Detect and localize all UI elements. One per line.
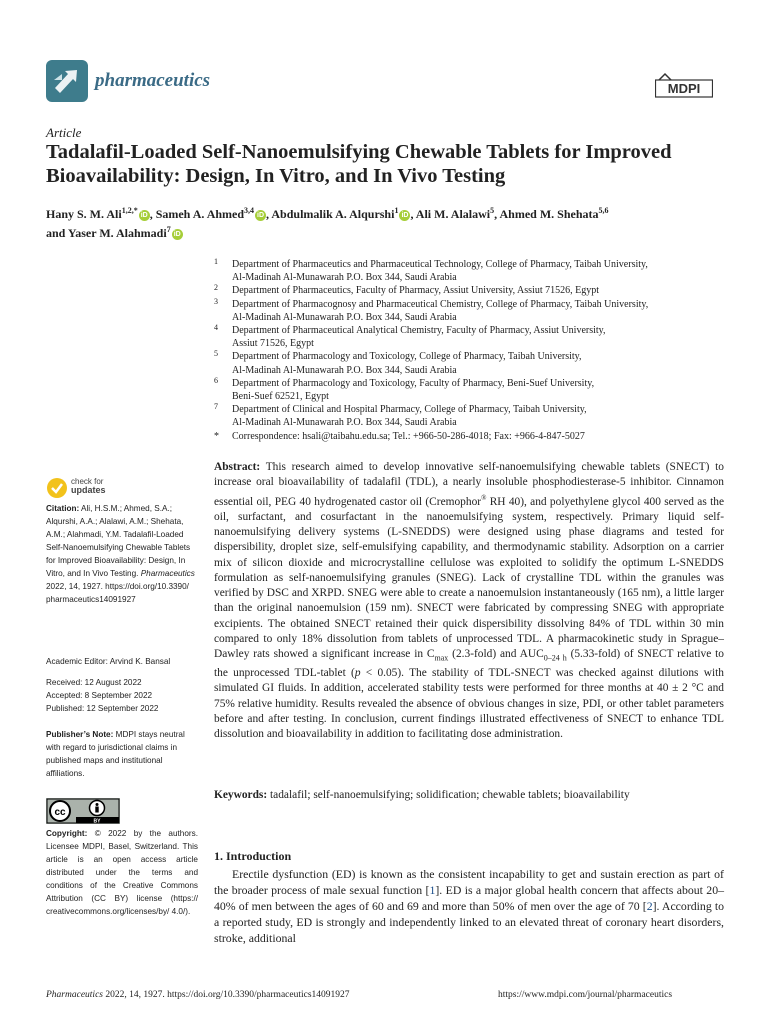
affiliations xyxy=(214,258,724,443)
affiliation-item: 4 Department of Pharmaceutical Analytical Chemistry, Faculty of Pharmacy, Assiut University, Assiut 71526, Egypt xyxy=(214,323,606,350)
affiliation-item: 2 Department of Pharmaceutics, Faculty of Pharmacy, Assiut University, Assiut 71526, Egypt xyxy=(214,283,599,297)
author-affiliation-sup: 7 xyxy=(166,225,171,234)
affiliation-item: 1 Department of Pharmaceutics and Pharmaceutical Technology, College of Pharmacy, Taibah University, Al-Madinah Al-Munawarah P.O. Box 344, Saudi Arabia xyxy=(214,257,648,284)
author-name: Ali M. Alalawi xyxy=(415,207,491,221)
orcid-icon[interactable]: iD xyxy=(401,211,409,219)
copyright: Copyright: © 2022 by the authors. Licensee MDPI, Basel, Switzerland. This article is an open access article distributed under the terms and conditions of the Creative Commons Attribution (CC BY) license (https:// creativecommons.org/licenses/by/ 4.0/). xyxy=(46,829,198,916)
citation-link[interactable]: 1 xyxy=(429,883,436,897)
author-name: Hany S. M. Ali xyxy=(46,207,122,221)
cc-by-license-icon[interactable] xyxy=(46,798,120,824)
publisher-name: MDPI xyxy=(667,81,701,96)
article-type: Article xyxy=(46,125,82,140)
check-for-updates[interactable] xyxy=(46,476,126,500)
journal-name: pharmaceutics xyxy=(95,70,211,91)
author-affiliation-sup: 5 xyxy=(490,206,495,215)
svg-text:BY: BY xyxy=(93,818,101,824)
author-affiliation-sup: 3,4 xyxy=(244,206,255,215)
footer-citation: Pharmaceutics 2022, 14, 1927. https://doi.org/10.3390/pharmaceutics14091927 xyxy=(46,990,350,1000)
author-name: Ahmed M. Shehata xyxy=(499,207,599,221)
check-updates-icon xyxy=(46,477,68,499)
academic-editor: Academic Editor: Arvind K. Bansal xyxy=(46,657,171,666)
orcid-icon[interactable]: iD xyxy=(173,230,181,238)
check-updates-line1: check for xyxy=(71,477,104,486)
affiliation-item: 7 Department of Clinical and Hospital Pharmacy, College of Pharmacy, Taibah University, Al-Madinah Al-Munawarah P.O. Box 344, Saudi Arabia xyxy=(214,402,587,429)
affiliation-item: 5 Department of Pharmacology and Toxicology, College of Pharmacy, Taibah University, Al-Madinah Al-Munawarah P.O. Box 344, Saudi Arabia xyxy=(214,349,582,376)
abstract: Abstract: This research aimed to develop innovative self-nanoemulsifying chewable tablets (SNECT) to increase oral bioavailability of tadalafil (TDL), a nearly insoluble phosphodiesterase-5 inhibitor. Cinnamon essential oil, PEG 40 hydrogenated castor oil (Cremophor® RH 40), and polyethylene glycol 400 served as the oil, surfactant, and cosurfactant in the nanoemulsifying system, respectively. Primary liquid self-nanoemulsifying delivery systems (L-SNEDDS) were designed using phase diagrams and tested for dispersibility, droplet size, self-emulsifying capability, and thermodynamic stability. Adsorption on a carrier mix of silicon dioxide and microcrystalline cellulose was exploited to solidify the optimum L-SNEDDS formulation as self-nanoemulsifying granules (SNEG). Lack of crystalline TDL within the granules was verified by DSC and XRPD. SNEG were able to create a nanoemulsion instantaneously (165 nm), a little larger than the original nanoemulsion (159 nm). SNECT were fabricated by compressing SNEG with appropriate excipients. The obtained SNECT retained their quick dispersibility dissolving 84% of TDL within 30 min compared to only 18% dissolution from tablets of unprocessed TDL. A pharmacokinetic study in Sprague–Dawley rats showed a significant increase in $C_{max}$ (2.3-fold) and $AUC_{0-24 h}$ (5.33-fold) of SNECT relative to the unprocessed TDL-tablet (p < 0.05). The stability of TDL-SNECT was checked against dilutions with simulated GI fluids. In addition, accelerated stability tests were performed for three months at 40 ± 2 °C and 75% relative humidity. Results revealed the absence of obvious changes in size, PDI, or other tablet parameters before and after testing. In conclusion, current findings illustrated effectiveness of SNECT to enhance TDL dissolution and bioavailability in addition to facilitating dose administration. xyxy=(214,461,725,741)
author-affiliation-sup: 1,2,* xyxy=(121,206,138,215)
author-name: Yaser M. Alahmadi xyxy=(67,226,167,240)
section-heading-introduction: 1. Introduction xyxy=(214,849,292,863)
citation-link[interactable]: 2 xyxy=(646,899,653,913)
author-list: Hany S. M. Ali$^{1,2,*}$iD , Sameh A. Ahmed$^{3,4}$iD , Abdulmalik A. Alqurshi$^1$iD , Ali M. Alalawi$^5$, Ahmed M. Shehata$^{5,6}$ and Yaser M. Alahmadi$^7$iD xyxy=(46,206,609,240)
article-title: Tadalafil-Loaded Self-Nanoemulsifying Chewable Tablets for Improved Bioavailability: Design, In Vitro, and In Vivo Testing xyxy=(46,141,672,187)
author-name: Abdulmalik A. Alqurshi xyxy=(271,207,395,221)
svg-text:cc: cc xyxy=(54,807,66,818)
orcid-icon[interactable]: iD xyxy=(257,211,265,219)
introduction-text: Erectile dysfunction (ED) is known as the consistent incapability to get and sustain erection as part of the broader process of male sexual function [1]. ED is a major global health concern that affects about 20–40% of men between the ages of 60 and 69 and more than 50% of men over the age of 70 [2]. According to a reported study, ED is strongly and independently linked to an elevated threat of coronary heart disorders, stroke, additional xyxy=(214,867,725,945)
author-affiliation-sup: 1 xyxy=(394,206,399,215)
author-name: Sameh A. Ahmed xyxy=(155,207,245,221)
mdpi-logo-icon xyxy=(655,72,713,98)
keywords: Keywords: tadalafil; self-nanoemulsifying; solidification; chewable tablets; bioavailability xyxy=(214,789,630,801)
citation-block: Citation: Ali, H.S.M.; Ahmed, S.A.; Alqurshi, A.A.; Alalawi, A.M.; Shehata, A.M.; Alahmadi, Y.M. Tadalafil-Loaded Self-Nanoemulsifying Chewable Tablets for Improved Bioavailability: Design, In Vitro, and In Vivo Testing. Pharmaceutics 2022, 14, 1927. https://doi.org/10.3390/ pharmaceutics14091927 xyxy=(46,504,195,604)
affiliation-item: 6 Department of Pharmacology and Toxicology, Faculty of Pharmacy, Beni-Suef University, Beni-Suef 62521, Egypt xyxy=(214,375,595,403)
author-affiliation-sup: 5,6 xyxy=(598,206,609,215)
dates: Received: 12 August 2022 Accepted: 8 September 2022 Published: 12 September 2022 xyxy=(46,678,159,713)
affiliation-item: 3 Department of Pharmacognosy and Pharmaceutical Chemistry, College of Pharmacy, Taibah University, Al-Madinah Al-Munawarah P.O. Box 344, Saudi Arabia xyxy=(214,296,649,323)
footer-journal-url[interactable]: https://www.mdpi.com/journal/pharmaceutics xyxy=(498,990,673,1000)
journal-logo-icon xyxy=(46,60,88,102)
correspondence: * Correspondence: hsali@taibahu.edu.sa; Tel.: +966-50-286-4018; Fax: +966-4-847-5027 xyxy=(214,430,585,442)
check-updates-line2: updates xyxy=(71,485,106,495)
publisher-note: Publisher’s Note: MDPI stays neutral with regard to jurisdictional claims in published maps and institutional affiliations. xyxy=(46,730,185,778)
orcid-icon[interactable]: iD xyxy=(140,211,148,219)
